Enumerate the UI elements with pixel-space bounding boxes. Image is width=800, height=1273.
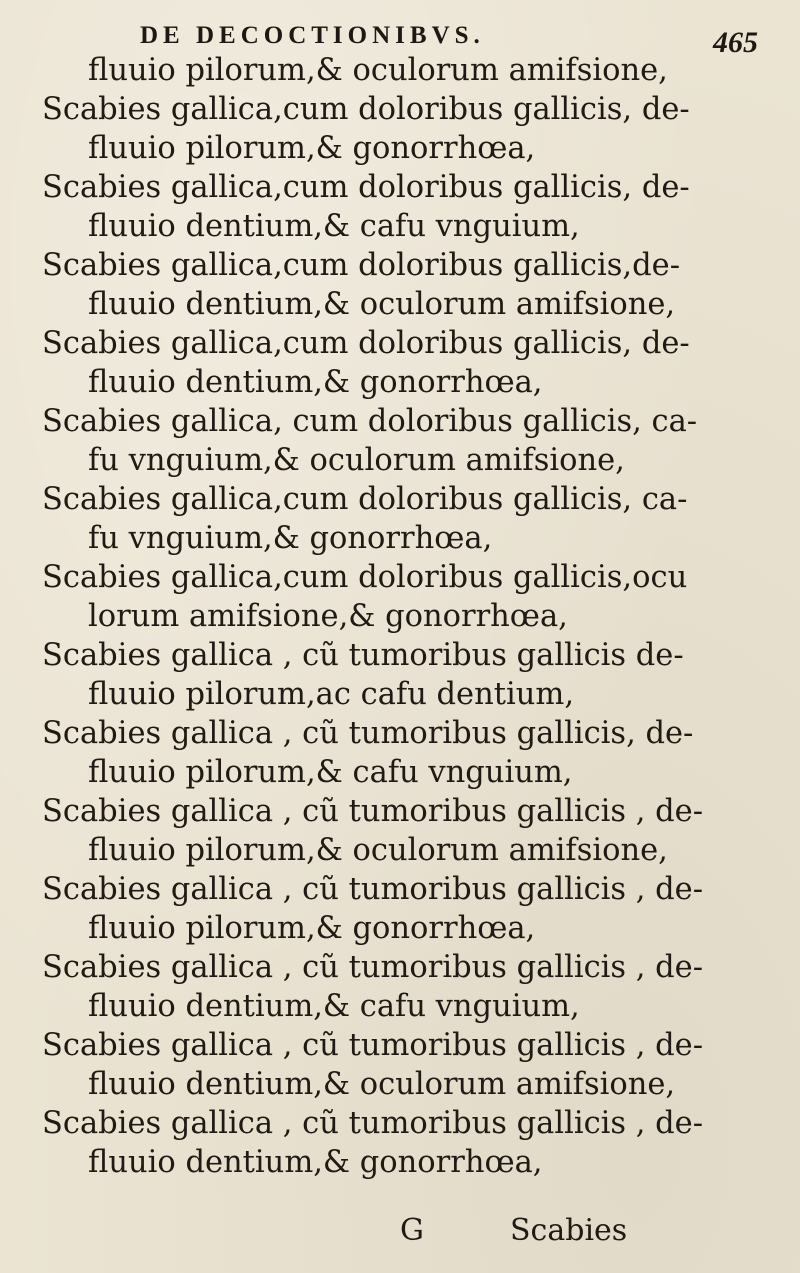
text-line: Scabies gallica,cum doloribus gallicis, de-: [42, 92, 690, 127]
text-line: fluuio dentium,& oculorum amifsione,: [88, 287, 676, 322]
text-line: Scabies gallica , cũ tumoribus gallicis, de-: [42, 716, 694, 751]
signature-mark: G: [400, 1213, 424, 1248]
text-line: fluuio pilorum,& gonorrhœa,: [88, 131, 536, 166]
text-line: fluuio dentium,& gonorrhœa,: [88, 1145, 543, 1180]
text-line: fluuio pilorum,ac cafu dentium,: [88, 677, 575, 712]
text-line: Scabies gallica,cum doloribus gallicis,de-: [42, 248, 680, 283]
page-number: 465: [713, 26, 758, 59]
text-line: fluuio dentium,& cafu vnguium,: [88, 989, 580, 1024]
text-line: Scabies gallica , cũ tumoribus gallicis , de-: [42, 1106, 704, 1141]
text-line: fluuio pilorum,& cafu vnguium,: [88, 755, 573, 790]
text-line: fluuio dentium,& oculorum amifsione,: [88, 1067, 676, 1102]
text-line: Scabies gallica , cũ tumoribus gallicis , de-: [42, 872, 704, 907]
text-line: Scabies gallica,cum doloribus gallicis,ocu: [42, 560, 688, 595]
text-line: fluuio dentium,& gonorrhœa,: [88, 365, 543, 400]
text-line: fluuio pilorum,& oculorum amifsione,: [88, 833, 668, 868]
text-line: Scabies gallica , cũ tumoribus gallicis , de-: [42, 950, 704, 985]
text-line: fu vnguium,& gonorrhœa,: [88, 521, 493, 556]
catchword: Scabies: [510, 1213, 628, 1248]
text-line: fu vnguium,& oculorum amifsione,: [88, 443, 625, 478]
text-line: Scabies gallica, cum doloribus gallicis, ca-: [42, 404, 698, 439]
text-line: Scabies gallica,cum doloribus gallicis, de-: [42, 326, 690, 361]
text-line: Scabies gallica , cũ tumoribus gallicis , de-: [42, 1028, 704, 1063]
text-line: Scabies gallica , cũ tumoribus gallicis de-: [42, 638, 684, 673]
text-line: lorum amifsione,& gonorrhœa,: [88, 599, 568, 634]
text-line: Scabies gallica,cum doloribus gallicis, ca-: [42, 482, 688, 517]
text-line: Scabies gallica , cũ tumoribus gallicis , de-: [42, 794, 704, 829]
text-line: fluuio dentium,& cafu vnguium,: [88, 209, 580, 244]
running-head: DE DECOCTIONIBVS.: [140, 22, 485, 49]
text-line: fluuio pilorum,& oculorum amifsione,: [88, 53, 668, 88]
text-line: fluuio pilorum,& gonorrhœa,: [88, 911, 536, 946]
text-line: Scabies gallica,cum doloribus gallicis, de-: [42, 170, 690, 205]
